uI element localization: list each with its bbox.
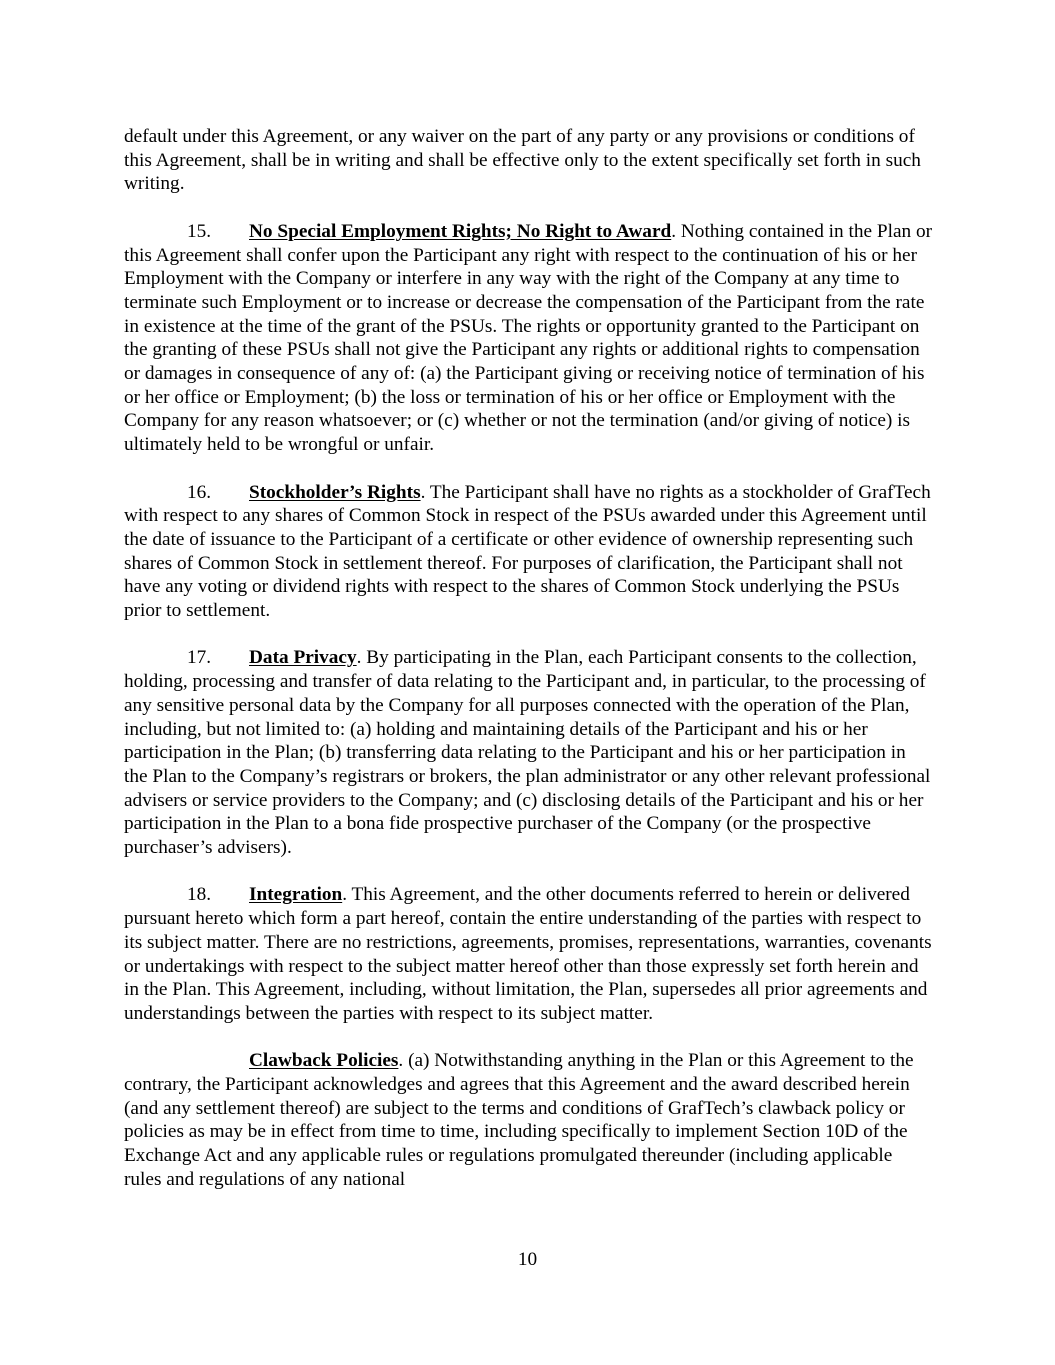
section-body: . The Participant shall have no rights as a stockholder of GrafTech with respect to any shares of Common Stock in respect of the PSUs awarded under this Agreement until the date of issuance to the Participant of a certificate or other evidence of ownership representing such shares of Common Stock in settlement thereof. For purposes of clarification, the Participant shall not have any voting or dividend rights with respect to the shares of Common Stock underlying the PSUs prior to settlement. xyxy=(124,481,931,622)
section-body: . (a) Notwithstanding anything in the Plan or this Agreement to the contrary, the Participant acknowledges and agrees that this Agreement and the award described herein (and any settlement thereof) are subject to the terms and conditions of GrafTech’s clawback policy or policies as may be in effect from time to time, including specifically to implement Section 10D of the Exchange Act and any applicable rules or regulations promulgated thereunder (including applicable rules and regulations of any national xyxy=(124,1050,914,1190)
section-16-paragraph xyxy=(124,481,934,623)
section-number: 16. xyxy=(187,481,212,503)
section-heading: Integration xyxy=(249,884,343,906)
section-15-paragraph xyxy=(124,220,934,457)
section-heading: Clawback Policies xyxy=(249,1050,399,1072)
section-number: 17. xyxy=(187,647,212,669)
section-body: . This Agreement, and the other documents referred to herein or delivered pursuant hereto which form a part hereof, contain the entire understanding of the parties with respect to its subject matter. There are no restrictions, agreements, promises, representations, warranties, covenants or undertakings with respect to the subject matter hereof other than those expressly set forth herein and in the Plan. This Agreement, including, without limitation, the Plan, supersedes all prior agreements and understandings between the parties with respect to its subject matter. xyxy=(124,884,932,1024)
section-heading: Stockholder’s Rights xyxy=(249,481,421,503)
section-heading: No Special Employment Rights; No Right to Award xyxy=(249,220,672,242)
document-body xyxy=(124,125,934,1215)
section-18-paragraph xyxy=(124,883,934,1025)
section-body: . By participating in the Plan, each Participant consents to the collection, holding, processing and transfer of data relating to the Participant and, in particular, to the processing of any sensitive personal data by the Company for all purposes connected with the operation of the Plan, including, but not limited to: (a) holding and maintaining details of the Participant and his or her participation in the Plan; (b) transferring data relating to the Participant and his or her participation in the Plan to the Company’s registrars or brokers, the plan administrator or any other relevant professional advisers or service providers to the Company; and (c) disclosing details of the Participant and his or her participation in the Plan to a bona fide prospective purchaser of the Company (or the prospective purchaser’s advisers). xyxy=(124,647,931,859)
page-number: 10 xyxy=(517,1249,538,1270)
clawback-paragraph xyxy=(124,1049,934,1191)
section-number: 18. xyxy=(187,884,212,906)
section-body: . Nothing contained in the Plan or this Agreement shall confer upon the Participant any right with respect to the continuation of his or her Employment with the Company or interfere in any way with the right of the Company at any time to terminate such Employment or to increase or decrease the compensation of the Participant from the rate in existence at the time of the grant of the PSUs. The rights or opportunity granted to the Participant on the granting of these PSUs shall not give the Participant any rights or additional rights to compensation or damages in consequence of any of: (a) the Participant giving or receiving notice of termination of his or her office or Employment; (b) the loss or termination of his or her office or Employment with the Company for any reason whatsoever; or (c) whether or not the termination (and/or giving of notice) is ultimately held to be wrongful or unfair. xyxy=(124,220,933,456)
continuation-text: default under this Agreement, or any waiver on the part of any party or any provisions or conditions of this Agreement, shall be in writing and shall be effective only to the extent specifically set forth in such writing. xyxy=(124,126,921,195)
section-number: 15. xyxy=(187,220,212,242)
section-17-paragraph xyxy=(124,646,934,859)
section-heading: Data Privacy xyxy=(249,647,357,669)
continuation-paragraph xyxy=(124,125,934,196)
